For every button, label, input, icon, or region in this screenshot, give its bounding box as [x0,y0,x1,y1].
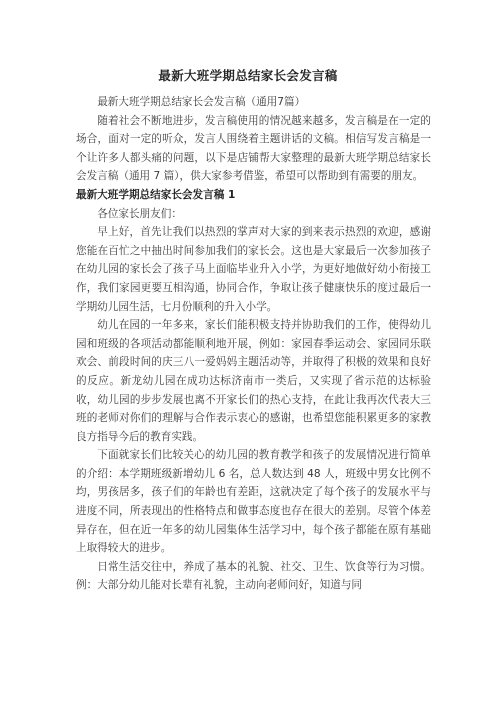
section-heading: 最新大班学期总结家长会发言稿 1 [76,188,236,201]
document-body [76,93,431,595]
body-paragraph: 幼儿在园的一年多来，家长们能积极支持并协助我们的工作，使得幼儿园和班级的各项活动都能顺利地开展，例如：家园春季运动会、家园同乐联欢会、前段时间的庆三八一爱妈妈主题活动等，并取得了积极的效果和良好的反应。新龙幼儿园在成功达标济南市一类后，又实现了省示范的达标验收，幼儿园的步步发展也离不开家长们的热心支持，在此让我再次代表大三班的老师对你们的理解与合作表示衷心的感谢，也希望您能积累更多的家教良方指导今后的教育实践。 [76,319,431,443]
body-paragraph: 早上好，首先让我们以热烈的掌声对大家的到来表示热烈的欢迎，感谢您能在百忙之中抽出时间参加我们的家长会。这也是大家最后一次参加孩子在幼儿园的家长会了孩子马上面临毕业升入小学，为更好地做好幼小衔接工作，我们家园更要互相沟通，协同合作，争取让孩子健康快乐的度过最后一学期幼儿园生活，七月份顺利的升入小学。 [76,226,431,313]
document-title: 最新大班学期总结家长会发言稿 [158,68,338,83]
greeting: 各位家长朋友们： [97,207,182,220]
body-paragraph: 日常生活交往中，养成了基本的礼貌、社交、卫生、饮食等行为习惯。例：大部分幼儿能对长辈有礼貌，主动向老师问好，知道与同 [76,560,431,592]
intro-paragraph: 随着社会不断地进步，发言稿使用的情况越来越多，发言稿是在一定的场合，面对一定的听众，发言人围绕着主题讲话的文稿。相信写发言稿是一个让许多人都头痛的问题，以下是店铺帮大家整理的最新大班学期总结家长会发言稿（通用 7 篇），供大家参考借鉴，希望可以帮助到有需要的朋友。 [76,114,431,183]
body-paragraph: 下面就家长们比较关心的幼儿园的教育教学和孩子的发展情况进行简单的介绍：本学期班级新增幼儿 6 名，总人数达到 48 人，班级中男女比例不均，男孩居多，孩子们的年龄也有差距，这就决定了每个孩子的发展水平与进度不同，所表现出的性格特点和做事态度也存在很大的差别。尽管个体差异存在，但在近一年多的幼儿园集体生活学习中，每个孩子都能在原有基础上取得较大的进步。 [76,449,431,555]
intro-heading: 最新大班学期总结家长会发言稿（通用7篇） [97,96,306,108]
